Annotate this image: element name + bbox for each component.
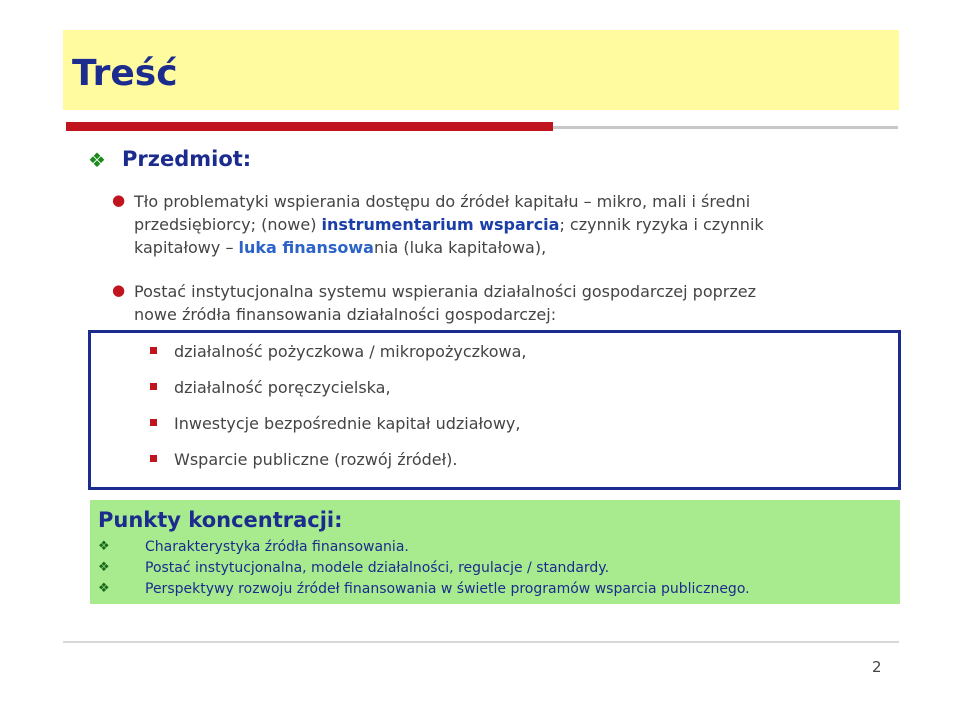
slide-title: Treść — [72, 53, 178, 94]
title-underline-grey — [553, 126, 898, 129]
subject-bullet-2 — [134, 280, 874, 326]
diamond-bullet-icon: ❖ — [88, 148, 106, 172]
bullet-1-line-1: Tło problematyki wspierania dostępu do źródeł kapitału – mikro, mali i średni — [134, 192, 751, 211]
title-band — [63, 30, 899, 110]
bullet-1-highlight: instrumentarium wsparcia — [321, 215, 560, 234]
title-underline-red — [66, 122, 553, 131]
subject-bullet-1 — [134, 190, 874, 259]
source-item: Inwestycje bezpośrednie kapitał udziałowy, — [174, 414, 521, 433]
bullet-dot-icon: ● — [112, 191, 126, 209]
bullet-2-line-2: nowe źródła finansowania działalności gospodarczej: — [134, 305, 557, 324]
bullet-1-line-3-highlight: luka finansowa — [238, 238, 374, 257]
footer-rule — [63, 641, 899, 643]
source-item: działalność pożyczkowa / mikropożyczkowa, — [174, 342, 527, 361]
subject-heading: Przedmiot: — [122, 147, 252, 171]
bullet-1-line-2-pre: przedsiębiorcy; (nowe) — [134, 215, 322, 234]
source-item: Wsparcie publiczne (rozwój źródeł). — [174, 450, 458, 469]
bullet-dot-icon: ● — [112, 281, 126, 299]
source-item: działalność poręczycielska, — [174, 378, 391, 397]
focus-item: Perspektywy rozwoju źródeł finansowania w świetle programów wsparcia publicznego. — [145, 581, 750, 597]
page-number: 2 — [872, 658, 882, 676]
diamond-bullet-icon: ❖ — [98, 539, 110, 554]
bullet-1-line-3-post: nia (luka kapitałowa), — [373, 238, 547, 257]
bullet-1-line-2 — [134, 213, 874, 236]
square-bullet-icon — [150, 383, 157, 390]
bullet-1-line-2-post: ; czynnik ryzyka i czynnik — [559, 215, 764, 234]
focus-item: Postać instytucjonalna, modele działalności, regulacje / standardy. — [145, 560, 610, 576]
focus-item: Charakterystyka źródła finansowania. — [145, 539, 409, 555]
bullet-1-line-3-pre: kapitałowy – — [134, 238, 239, 257]
square-bullet-icon — [150, 419, 157, 426]
diamond-bullet-icon: ❖ — [98, 560, 110, 575]
bullet-2-line-1: Postać instytucjonalna systemu wspierania działalności gospodarczej poprzez — [134, 282, 756, 301]
bullet-1-line-3 — [134, 236, 874, 259]
square-bullet-icon — [150, 455, 157, 462]
square-bullet-icon — [150, 347, 157, 354]
focus-heading: Punkty koncentracji: — [98, 508, 343, 532]
diamond-bullet-icon: ❖ — [98, 581, 110, 596]
